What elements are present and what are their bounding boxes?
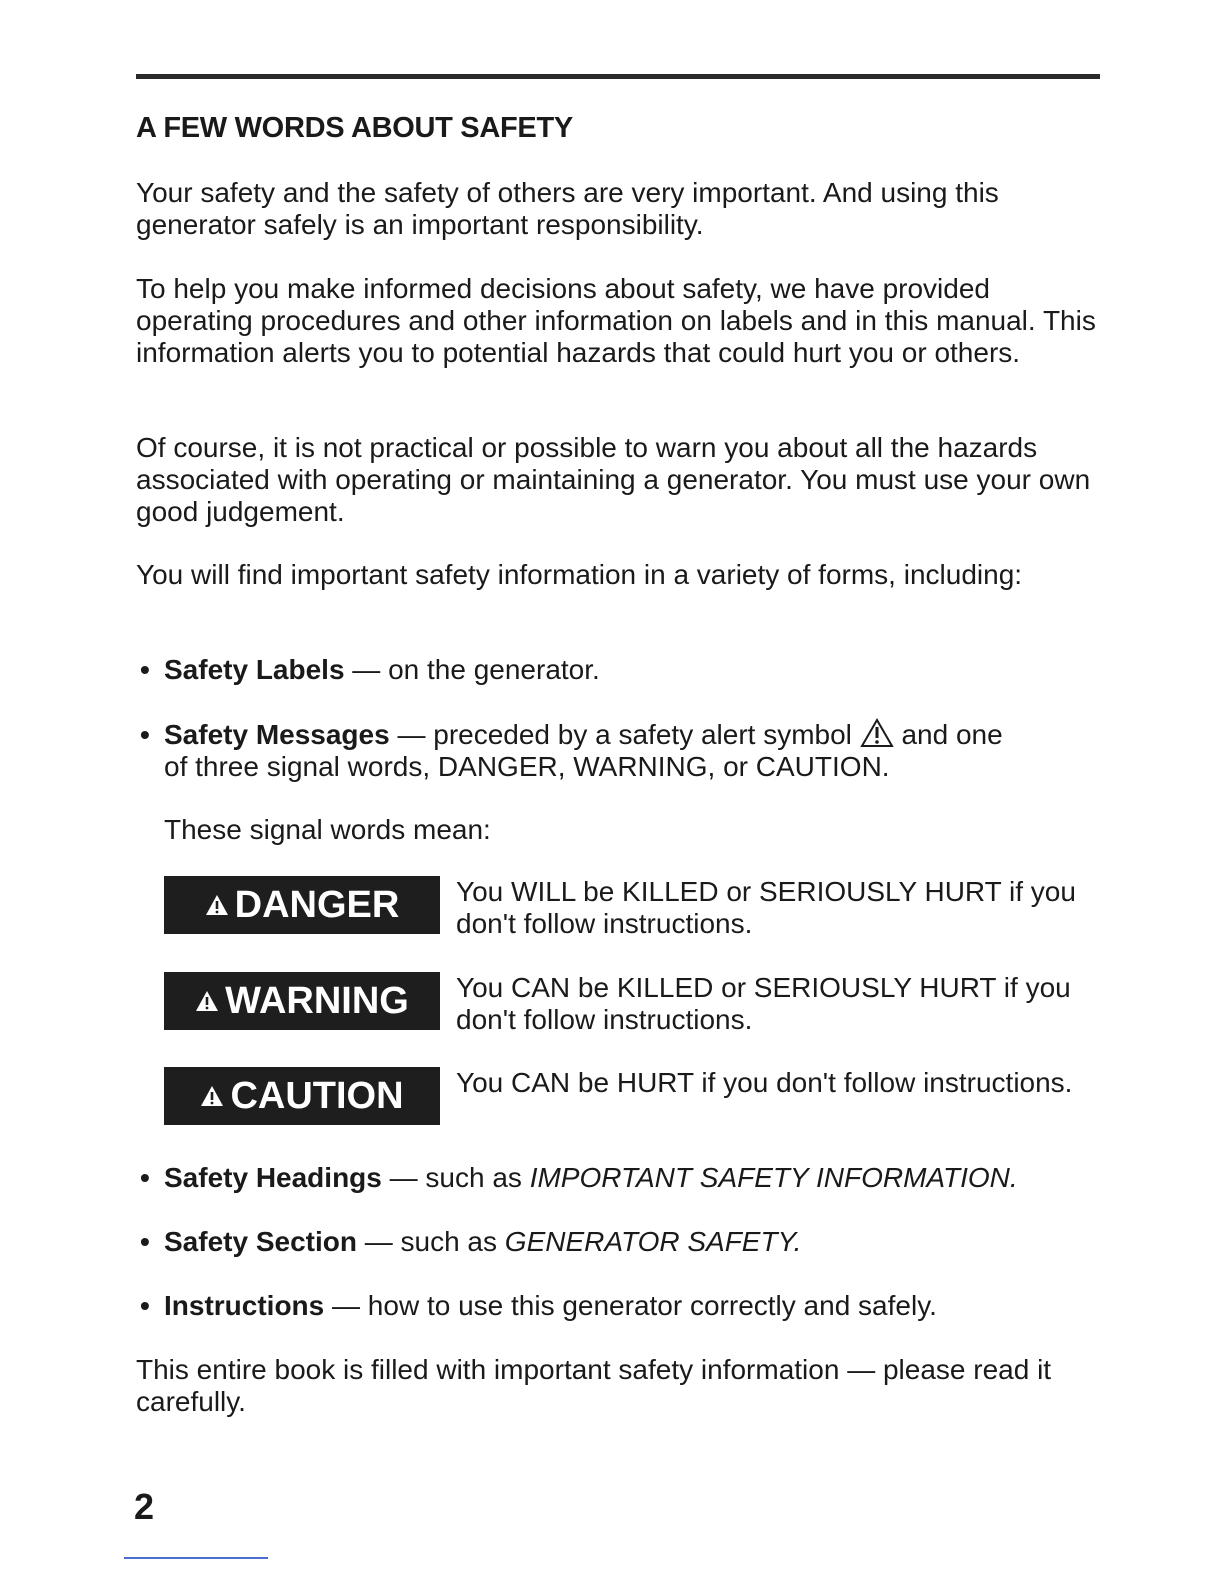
paragraph-3: Of course, it is not practical or possible to warn you about all the hazards associated with operating or maintaining a generator. You must use your own good judgement. xyxy=(136,432,1091,527)
bullet-text-after: and one xyxy=(893,719,1003,750)
signal-row-warning xyxy=(164,972,1094,1034)
danger-label: DANGER xyxy=(234,884,400,926)
bullet-dot: • xyxy=(140,719,150,750)
bullet-dot: • xyxy=(140,1290,150,1321)
bullet-text: — preceded by a safety alert symbol xyxy=(389,719,860,750)
signal-row-caution xyxy=(164,1067,1094,1129)
bullet-text: — on the generator. xyxy=(344,654,600,685)
bullet-term: Instructions xyxy=(164,1290,325,1321)
warning-description: You CAN be KILLED or SERIOUSLY HURT if you don't follow instructions. xyxy=(456,972,1071,1035)
bullet-text: — how to use this generator correctly and safely. xyxy=(324,1290,937,1321)
alert-triangle-icon xyxy=(205,894,229,916)
warning-badge xyxy=(164,972,440,1030)
bullet-safety-labels xyxy=(140,654,1090,686)
alert-triangle-icon xyxy=(200,1085,224,1107)
bullet-safety-messages xyxy=(140,718,1090,783)
closing-paragraph: This entire book is filled with important safety information — please read it carefully. xyxy=(136,1354,1052,1417)
bullet-term: Safety Section xyxy=(164,1226,357,1257)
bullet-example: GENERATOR SAFETY. xyxy=(504,1226,802,1257)
danger-badge xyxy=(164,876,440,934)
bullet-safety-section xyxy=(140,1226,1090,1258)
caution-label: CAUTION xyxy=(230,1075,404,1117)
paragraph-4: You will find important safety information in a variety of forms, including: xyxy=(136,559,1023,590)
bottom-accent-line xyxy=(124,1557,268,1559)
bullet-dot: • xyxy=(140,1226,150,1257)
signal-intro: These signal words mean: xyxy=(164,814,491,845)
paragraph-1: Your safety and the safety of others are very important. And using this generator safely is an important responsibility. xyxy=(136,177,999,240)
signal-row-danger xyxy=(164,876,1094,938)
bullet-text-line2: of three signal words, DANGER, WARNING, or CAUTION. xyxy=(164,751,890,782)
paragraph-2: To help you make informed decisions about safety, we have provided operating procedures and other information on labels and in this manual. This information alerts you to potential hazards that could hurt you or others. xyxy=(136,273,1096,368)
bullet-example: IMPORTANT SAFETY INFORMATION. xyxy=(529,1162,1018,1193)
bullet-dot: • xyxy=(140,654,150,685)
page-number: 2 xyxy=(134,1486,155,1527)
warning-label: WARNING xyxy=(225,980,409,1022)
bullet-text: — such as xyxy=(381,1162,530,1193)
caution-description: You CAN be HURT if you don't follow instructions. xyxy=(456,1067,1073,1098)
bullet-instructions xyxy=(140,1290,1090,1322)
bullet-term: Safety Messages xyxy=(164,719,390,750)
safety-alert-triangle-icon xyxy=(860,718,894,748)
page-heading: A FEW WORDS ABOUT SAFETY xyxy=(136,112,573,144)
bullet-text: — such as xyxy=(356,1226,505,1257)
top-rule xyxy=(136,74,1100,79)
bullet-term: Safety Headings xyxy=(164,1162,382,1193)
danger-description: You WILL be KILLED or SERIOUSLY HURT if you don't follow instructions. xyxy=(456,876,1076,939)
bullet-dot: • xyxy=(140,1162,150,1193)
bullet-safety-headings xyxy=(140,1162,1090,1194)
bullet-term: Safety Labels xyxy=(164,654,345,685)
caution-badge xyxy=(164,1067,440,1125)
alert-triangle-icon xyxy=(195,990,219,1012)
